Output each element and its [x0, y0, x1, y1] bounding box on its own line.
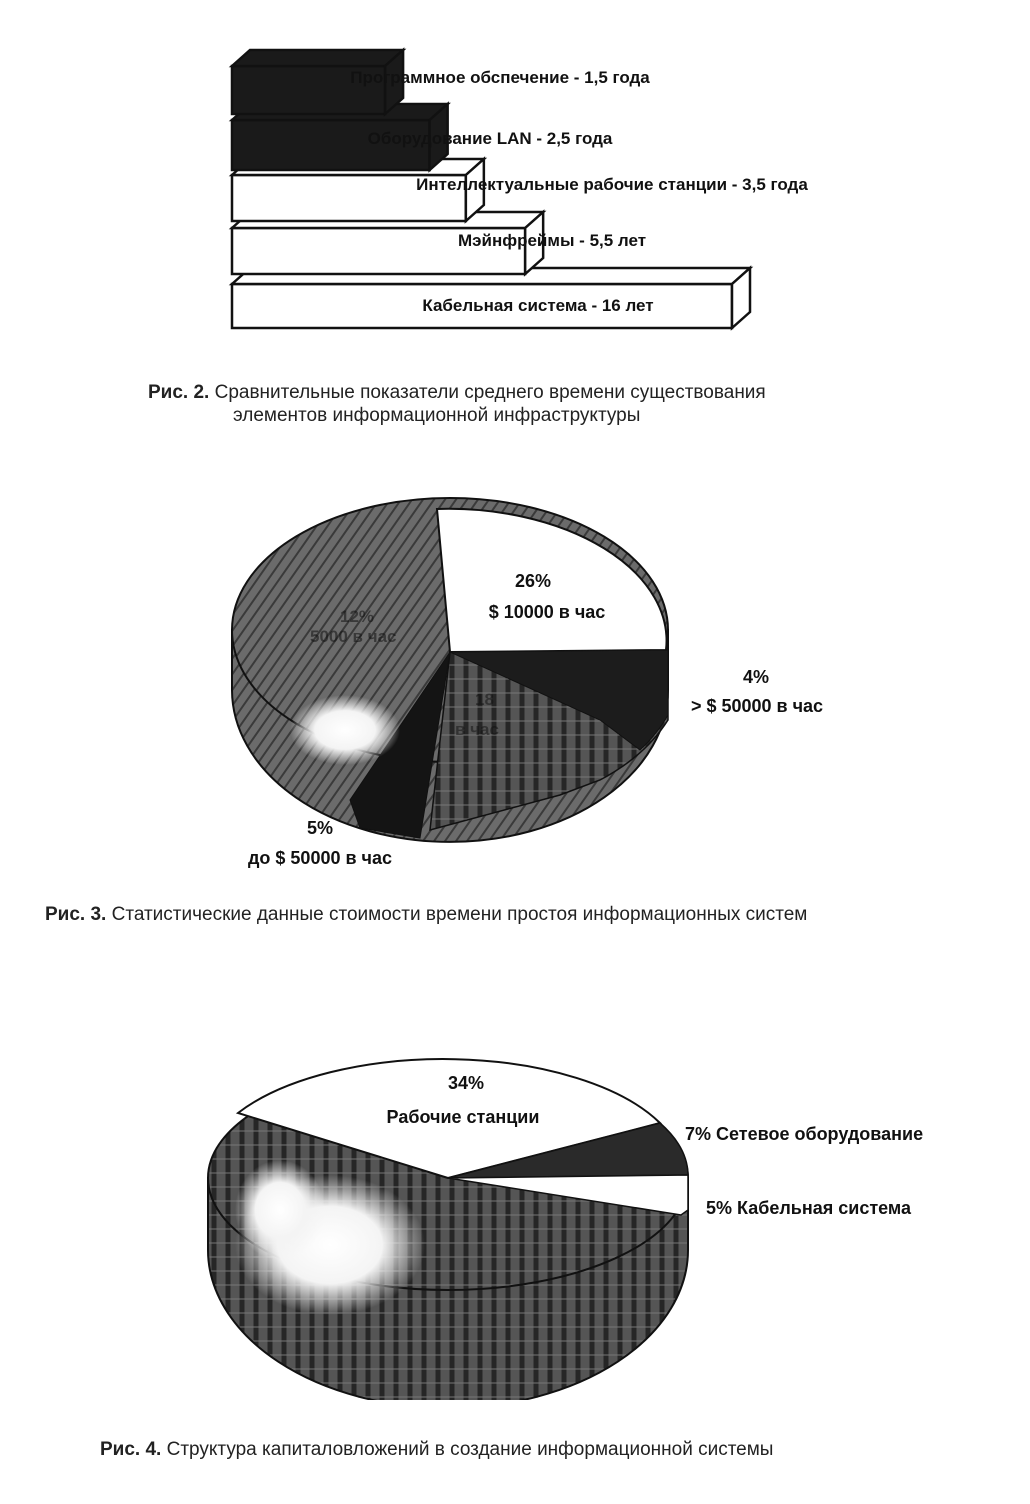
- figure-4-caption: [100, 1438, 773, 1461]
- figure-4-caption-text: Структура капиталовложений в создание информационной системы: [166, 1439, 774, 1460]
- figure-3-label: Рис. 3.: [45, 904, 107, 925]
- pie3-label-5-text: до $ 50000 в час: [247, 848, 393, 868]
- figure-4: [0, 1040, 1030, 1480]
- figure-3-caption: [45, 903, 807, 926]
- pie3-label-5-pct: 5%: [306, 818, 334, 838]
- bar-label-4: Оборудование LAN - 2,5 года: [367, 129, 613, 148]
- pie4-highlight-2: [235, 1160, 325, 1260]
- pie4-label-7: 7% Сетевое оборудование: [685, 1124, 924, 1144]
- bar-label-1: Кабельная система - 16 лет: [422, 296, 654, 315]
- pie3-label-4-text: > $ 50000 в час: [690, 696, 824, 716]
- figure-3-caption-text: Статистические данные стоимости времени простоя информационных систем: [111, 904, 808, 925]
- bar-top-5: [232, 50, 403, 66]
- investment-pie-chart: [0, 1040, 1030, 1400]
- figure-2-caption-line2: элементов информационной инфраструктуры: [233, 405, 641, 426]
- figure-3: [0, 490, 1030, 950]
- pie3-slice-26: [437, 509, 667, 652]
- pie3-label-26-pct: 26%: [514, 571, 552, 591]
- pie3-faded-label-3: 18: [475, 690, 494, 709]
- figure-2-caption: [148, 381, 766, 427]
- figure-2-label: Рис. 2.: [148, 382, 210, 403]
- pie3-highlight: [290, 695, 400, 765]
- figure-2: [0, 0, 1030, 440]
- pie3-label-26-text: $ 10000 в час: [488, 602, 606, 622]
- pie4-label-34-pct: 34%: [447, 1073, 485, 1093]
- pie4-label-34-text: Рабочие станции: [386, 1107, 540, 1127]
- bar-label-3: Интеллектуальные рабочие станции - 3,5 года: [416, 175, 808, 194]
- downtime-pie-chart: [0, 490, 1030, 890]
- pie3-label-4-pct: 4%: [742, 667, 770, 687]
- bar-label-5: Программное обспечение - 1,5 года: [350, 68, 650, 87]
- pie3-faded-label-4: в час: [455, 720, 499, 739]
- figure-4-label: Рис. 4.: [100, 1439, 162, 1460]
- bar-label-2: Мэйнфреймы - 5,5 лет: [457, 231, 647, 250]
- lifetime-bar-chart: [0, 0, 1030, 360]
- figure-2-caption-line1: Сравнительные показатели среднего времени существования: [214, 382, 766, 403]
- pie3-faded-label-2: 5000 в час: [310, 627, 397, 646]
- pie3-faded-label-1: 12%: [340, 607, 375, 626]
- pie4-label-5: 5% Кабельная система: [706, 1198, 912, 1218]
